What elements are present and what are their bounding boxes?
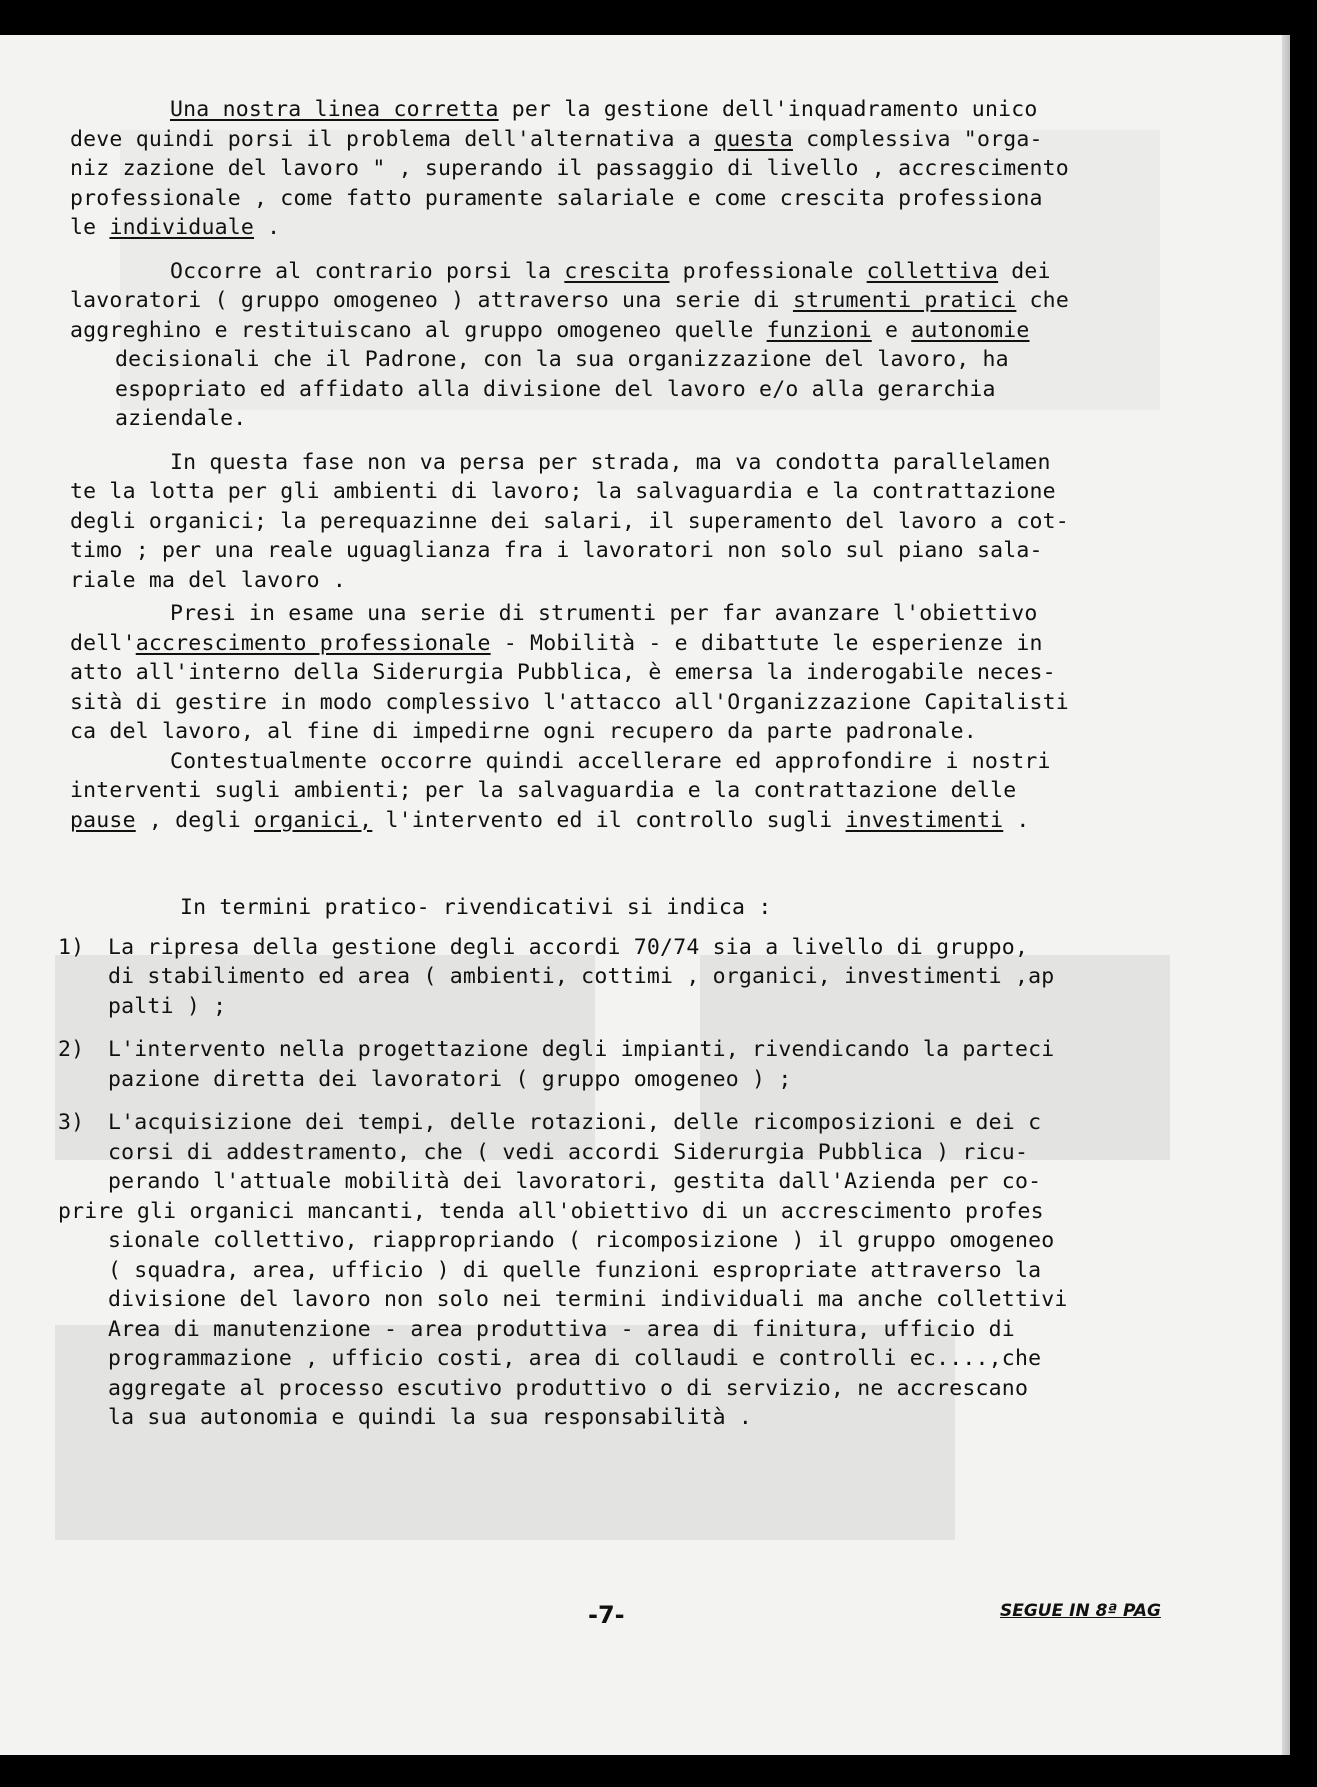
list-intro: In termini pratico- rivendicativi si indica : — [180, 895, 772, 920]
paragraph-5: Contestualmente occorre quindi accellerare ed approfondire i nostri — [170, 748, 1051, 774]
demands-list — [58, 933, 1200, 1433]
paragraph-2: Occorre al contrario porsi la crescita professionale collettiva dei — [170, 258, 1051, 284]
document-page — [0, 35, 1290, 1755]
document-body: Una nostra linea corretta per la gestione dell'inquadramento unico deve quindi porsi il problema dell'alternativa a questa complessiva "orga- niz zazione del lavoro " , superando il passaggio di livello , accrescimento professionale , come fatto puramente salariale e come crescita professiona le individuale . Occorre al contrario porsi la crescita professionale collettiva dei lavoratori ( gruppo omogeneo ) attraverso una serie di strumenti pratici che aggreghino e restituiscano al gruppo omogeneo quelle funzioni e autonomie decisionali che il Padrone, con la sua organizzazione del lavoro, ha espopriato ed affidato alla divisione del lavoro e/o alla gerarchia aziendale. In questa fase non va persa per strada, ma va condotta parallelamen te la lotta per gli ambienti di lavoro; la salvaguardia e la contrattazione degli organici; la perequazinne dei salari, il superamento del lavoro a cot- timo ; per una reale uguaglianza fra i lavoratori non solo sul piano sala- riale ma del lavoro . Presi in esame una serie di strumenti per far avanzare l'obiettivo dell'accrescimento professionale - Mobilità - e dibattute le esperienze in atto all'interno della Siderurgia Pubblica, è emersa la inderogabile neces- sità di gestire in modo complessivo l'attacco all'Organizzazione Capitalisti ca del lavoro, al fine di impedirne ogni recupero da parte padronale. Contestualmente occorre quindi accellerare ed approfondire i nostri interventi sugli ambienti; per la salvaguardia e la contrattazione delle pause , degli organici, l'intervento ed il controllo sugli investimenti . In termini pratico- rivendicativi si indica : 1) La ripresa della gestione degli accordi 70/74 sia a livello di gruppo, di stabilimento ed area ( ambienti, cottimi , organici, investimenti ,ap palti ) ; 2) L'intervento nella progettazione degli impianti, rivendicando la parteci pazione diretta dei lavoratori ( gruppo omogeneo ) ; 3) L'acquisizione dei tempi, delle rotazioni, delle ricomposizioni e dei c corsi di addestramento, che ( vedi accordi Siderurgia Pubblica ) ricu- perando l'attuale mobilità dei lavoratori, gestita dall'Azienda per co- prire gli organici mancanti, tenda all'obiettivo di un accrescimento profes sionale collettivo, riappropriando ( ricomposizione ) il gruppo omogeneo ( squadra, area, ufficio ) di quelle funzioni espropriate attraverso la divisione del lavoro non solo nei termini individuali ma anche collettivi Area di manutenzione - area produttiva - area di finitura, ufficio di programmazione , ufficio costi, area di collaudi e controlli ec....,che aggregate al processo escutivo produttivo o di servizio, ne accrescano la sua autonomia e quindi la sua responsabilità . — [70, 95, 1200, 1447]
list-item: 1) La ripresa della gestione degli accordi 70/74 sia a livello di gruppo, di stabilimento ed area ( ambienti, cottimi , organici, investimenti ,ap palti ) ; — [58, 934, 1055, 1019]
list-item: 2) L'intervento nella progettazione degli impianti, rivendicando la parteci pazione diretta dei lavoratori ( gruppo omogeneo ) ; — [58, 1037, 1055, 1092]
list-item: 3) L'acquisizione dei tempi, delle rotazioni, delle ricomposizioni e dei c corsi di addestramento, che ( vedi accordi Siderurgia Pubblica ) ricu- perando l'attuale mobilità dei lavoratori, gestita dall'Azienda per co- prire gli organici mancanti, tenda all'obiettivo di un accrescimento profes sionale collettivo, riappropriando ( ricomposizione ) il gruppo omogeneo ( squadra, area, ufficio ) di quelle funzioni espropriate attraverso la divisione del lavoro non solo nei termini individuali ma anche collettivi Area di manutenzione - area produttiva - area di finitura, ufficio di programmazione , ufficio costi, area di collaudi e controlli ec....,che aggregate al processo escutivo produttivo o di servizio, ne accrescano la sua autonomia e quindi la sua responsabilità . — [58, 1110, 1068, 1430]
paragraph-1: Una nostra linea corretta per la gestione dell'inquadramento unico — [170, 97, 1038, 122]
paragraph-4: Presi in esame una serie di strumenti per far avanzare l'obiettivo — [170, 601, 1038, 626]
page-number: -7- — [588, 1601, 625, 1629]
paragraph-3: In questa fase non va persa per strada, ma va condotta parallelamen — [170, 449, 1051, 475]
page-edge-shadow — [1282, 35, 1290, 1755]
continued-note: SEGUE IN 8ª PAG — [1000, 1601, 1161, 1621]
